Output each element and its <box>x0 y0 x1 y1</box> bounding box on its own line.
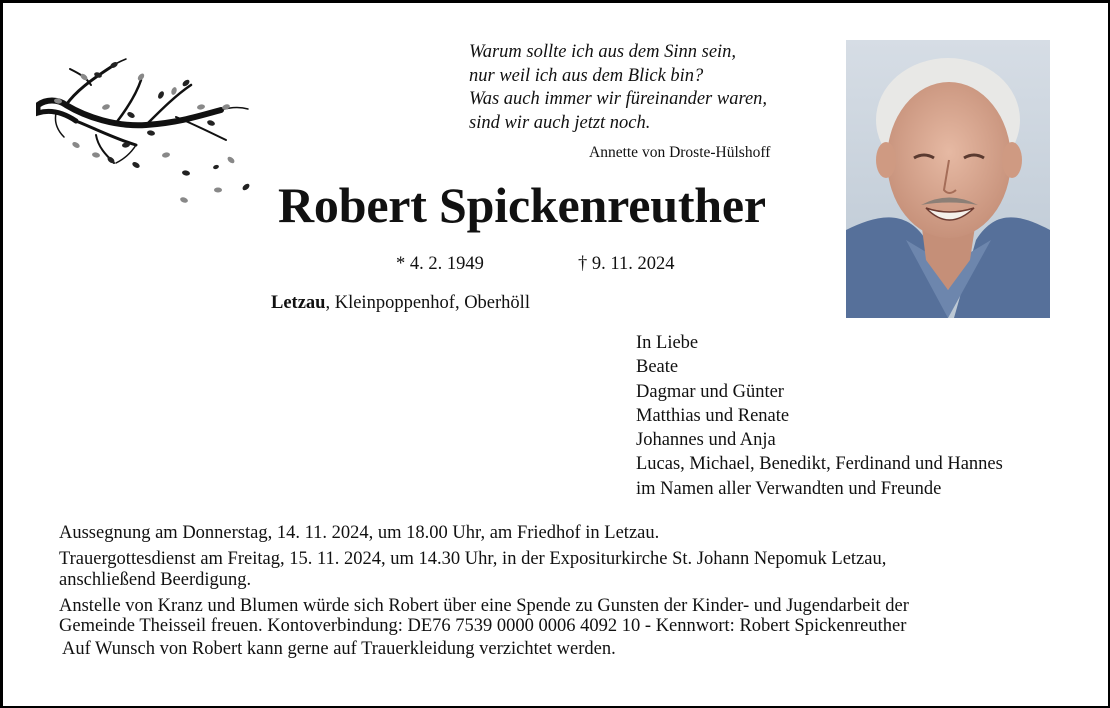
quote-block <box>469 41 767 135</box>
family-line: Lucas, Michael, Benedikt, Ferdinand und Hannes <box>636 454 1003 475</box>
family-line: Beate <box>636 357 679 378</box>
service-note: Trauergottesdienst am Freitag, 15. 11. 2024, um 14.30 Uhr, in der Expositurkirche St. Johann Nepomuk Letzau, <box>59 548 887 569</box>
birth-date: * 4. 2. 1949 <box>396 254 484 274</box>
place-rest: , Kleinpoppenhof, Oberhöll <box>325 293 530 313</box>
deceased-name: Robert Spickenreuther <box>278 177 766 233</box>
quote-author: Annette von Droste-Hülshoff <box>589 144 771 161</box>
family-line: In Liebe <box>636 333 699 353</box>
family-line: Johannes und Anja <box>636 430 776 451</box>
death-date: † 9. 11. 2024 <box>578 254 675 274</box>
quote-line: nur weil ich aus dem Blick bin? <box>469 65 704 86</box>
donation-note: Anstelle von Kranz und Blumen würde sich Robert über eine Spende zu Gunsten der Kinder- und Jugendarbeit der <box>59 595 909 616</box>
quote-line: Warum sollte ich aus dem Sinn sein, <box>469 42 737 62</box>
service-note-cont: anschließend Beerdigung. <box>59 570 252 590</box>
place-main: Letzau <box>271 293 326 313</box>
dress-code-note: Auf Wunsch von Robert kann gerne auf Trauerkleidung verzichtet werden. <box>62 639 616 659</box>
funeral-notes <box>59 523 909 661</box>
quote-line: sind wir auch jetzt noch. <box>469 112 651 133</box>
family-line: im Namen aller Verwandten und Freunde <box>636 478 942 499</box>
tree-branch-icon <box>36 55 261 205</box>
portrait-photo-icon <box>846 40 1050 318</box>
family-line: Dagmar und Günter <box>636 381 784 402</box>
blessing-note: Aussegnung am Donnerstag, 14. 11. 2024, um 18.00 Uhr, am Friedhof in Letzau. <box>59 523 660 543</box>
family-signature <box>636 331 1003 501</box>
family-line: Matthias und Renate <box>636 405 790 426</box>
donation-note-cont: Gemeinde Theisseil freuen. Kontoverbindung: DE76 7539 0000 0006 4092 10 - Kennwort: Robert Spickenreuther <box>59 616 907 636</box>
quote-line: Was auch immer wir füreinander waren, <box>469 89 768 109</box>
places-line <box>271 293 530 314</box>
